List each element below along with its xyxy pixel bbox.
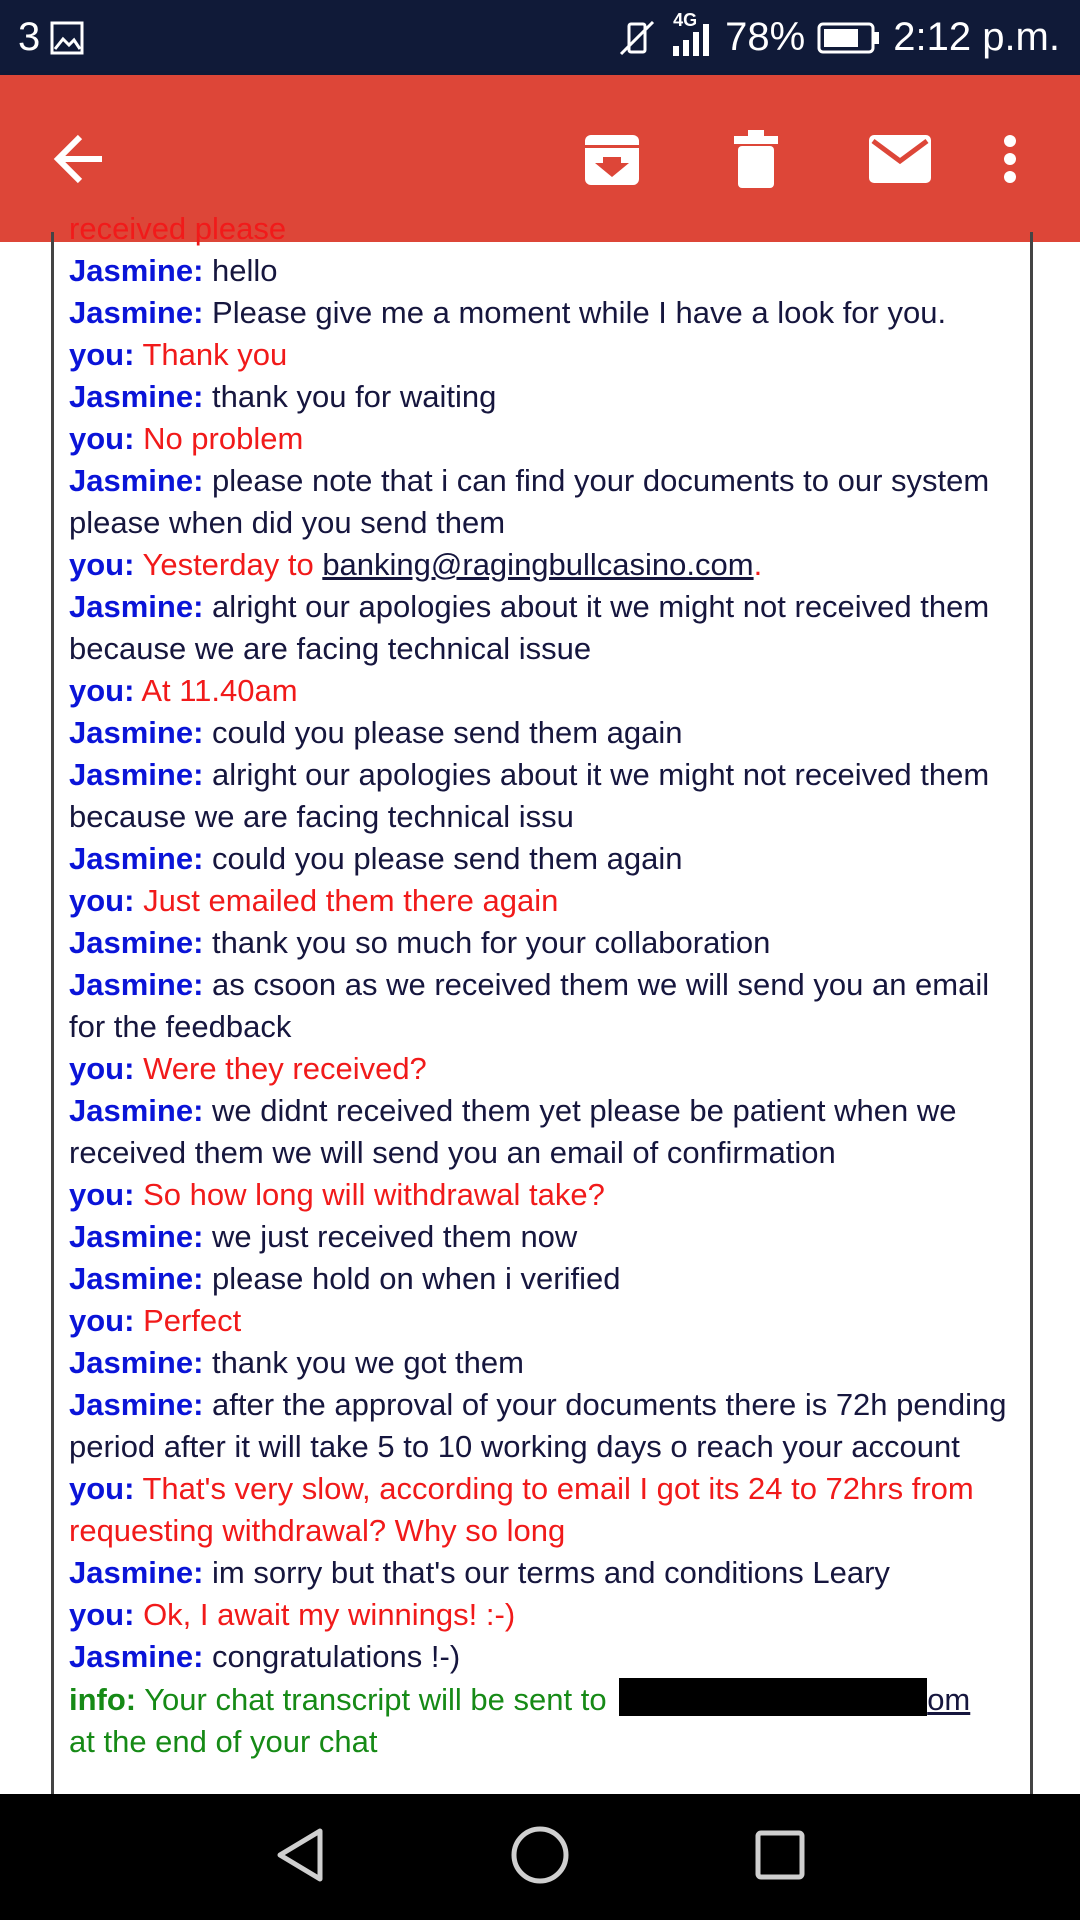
- message-sender: Jasmine:: [69, 1345, 204, 1380]
- nav-back-button[interactable]: [260, 1794, 340, 1920]
- message-text: Thank you: [142, 337, 288, 372]
- gallery-notification-icon: [50, 21, 84, 55]
- message-text: Were they received?: [143, 1051, 427, 1086]
- message-sender: Jasmine:: [69, 1093, 204, 1128]
- message-sender: Jasmine:: [69, 841, 204, 876]
- message-sender: Jasmine:: [69, 589, 204, 624]
- message-sender: you:: [69, 1303, 135, 1338]
- message-sender: Jasmine:: [69, 253, 204, 288]
- agent-message: [69, 754, 1009, 838]
- message-sender: Jasmine:: [69, 715, 204, 750]
- message-sender: you:: [69, 883, 135, 918]
- message-text: could you please send them again: [212, 841, 683, 876]
- email-body[interactable]: [0, 211, 1080, 1794]
- agent-message: [69, 292, 1009, 334]
- clock: 2:12 p.m.: [893, 15, 1060, 59]
- message-text: could you please send them again: [212, 715, 683, 750]
- archive-icon: [583, 131, 641, 187]
- agent-message: [69, 838, 1009, 880]
- message-text-continued: at the end of your chat: [69, 1724, 378, 1759]
- message-sender: you:: [69, 337, 135, 372]
- message-sender: Jasmine:: [69, 1387, 204, 1422]
- message-text: after the approval of your documents there is 72h pending period after it will take 5 to 10 working days o reach your account: [69, 1387, 1007, 1464]
- message-sender: Jasmine:: [69, 295, 204, 330]
- mail-icon: [869, 135, 931, 183]
- message-text: Please give me a moment while I have a look for you.: [212, 295, 947, 330]
- user-message: [69, 1174, 1009, 1216]
- message-text: So how long will withdrawal take?: [143, 1177, 605, 1212]
- trash-icon: [734, 130, 778, 188]
- home-circle-icon: [510, 1825, 570, 1890]
- more-vert-icon: [1003, 134, 1017, 184]
- agent-message: [69, 922, 1009, 964]
- message-sender: you:: [69, 1471, 135, 1506]
- message-sender: you:: [69, 421, 135, 456]
- status-right: [617, 0, 1060, 75]
- network-type: 4G: [673, 9, 698, 30]
- agent-message: [69, 1216, 1009, 1258]
- email-link[interactable]: banking@ragingbullcasino.com: [322, 547, 754, 582]
- agent-message: [69, 712, 1009, 754]
- message-sender: Jasmine:: [69, 967, 204, 1002]
- message-text: thank you for waiting: [212, 379, 497, 414]
- battery-icon: [817, 21, 881, 55]
- message-text: At 11.40am: [141, 673, 298, 708]
- message-text: thank you we got them: [212, 1345, 524, 1380]
- redacted-block: [619, 1678, 927, 1716]
- user-message: [69, 1594, 1009, 1636]
- message-text: Just emailed them there again: [143, 883, 559, 918]
- message-text: No problem: [143, 421, 304, 456]
- message-text: That's very slow, according to email I got its 24 to 72hrs from requesting withdrawal? Why so long: [69, 1471, 974, 1548]
- user-message: [69, 880, 1009, 922]
- message-sender: Jasmine:: [69, 379, 204, 414]
- notification-count: 3: [18, 15, 41, 59]
- message-sender: Jasmine:: [69, 1639, 204, 1674]
- message-sender: Jasmine:: [69, 925, 204, 960]
- message-sender: you:: [69, 547, 135, 582]
- message-sender: Jasmine:: [69, 463, 204, 498]
- back-arrow-icon: [52, 131, 108, 187]
- message-sender: info:: [69, 1682, 137, 1717]
- user-message: [69, 1048, 1009, 1090]
- message-text: alright our apologies about it we might not received them because we are facing technical issu: [69, 757, 990, 834]
- status-bar: [0, 0, 1080, 75]
- user-message: [69, 1300, 1009, 1342]
- agent-message: [69, 250, 1009, 292]
- info-message: [69, 1678, 1009, 1763]
- user-message: [69, 334, 1009, 376]
- message-text: Your chat transcript will be sent to: [144, 1682, 616, 1717]
- status-left: [18, 0, 84, 75]
- message-text: please hold on when i verified: [212, 1261, 621, 1296]
- agent-message: [69, 1342, 1009, 1384]
- user-message: [69, 418, 1009, 460]
- agent-message: [69, 586, 1009, 670]
- message-sender: you:: [69, 1597, 135, 1632]
- chat-transcript: [69, 208, 1009, 1763]
- battery-percent: 78%: [725, 15, 806, 59]
- agent-message: [69, 1258, 1009, 1300]
- message-text: Perfect: [143, 1303, 242, 1338]
- message-text-suffix: .: [753, 547, 763, 582]
- agent-message: [69, 1552, 1009, 1594]
- agent-message: [69, 1636, 1009, 1678]
- user-message: [69, 1468, 1009, 1552]
- message-sender: Jasmine:: [69, 1555, 204, 1590]
- agent-message: [69, 460, 1009, 544]
- message-text: we just received them now: [212, 1219, 578, 1254]
- back-triangle-icon: [274, 1827, 326, 1888]
- recents-square-icon: [754, 1829, 806, 1886]
- message-text: hello: [212, 253, 278, 288]
- message-text: Yesterday to: [142, 547, 323, 582]
- message-sender: you:: [69, 1177, 135, 1212]
- signal-icon: [669, 9, 713, 58]
- agent-message: [69, 1384, 1009, 1468]
- message-sender: you:: [69, 673, 135, 708]
- message-text: we didnt received them yet please be patient when we received them we will send you an email of confirmation: [69, 1093, 957, 1170]
- nav-recents-button[interactable]: [740, 1794, 820, 1920]
- agent-message: [69, 1090, 1009, 1174]
- nav-home-button[interactable]: [500, 1794, 580, 1920]
- user-message: [69, 544, 1009, 586]
- message-sender: Jasmine:: [69, 757, 204, 792]
- message-sender: Jasmine:: [69, 1219, 204, 1254]
- email-link-tail[interactable]: om: [927, 1682, 971, 1717]
- message-text: as csoon as we received them we will send you an email for the feedback: [69, 967, 990, 1044]
- partial-line: received please: [69, 211, 287, 246]
- message-text: congratulations !-): [212, 1639, 461, 1674]
- message-sender: Jasmine:: [69, 1261, 204, 1296]
- message-text: please note that i can find your documents to our system please when did you send them: [69, 463, 990, 540]
- message-text: alright our apologies about it we might not received them because we are facing technical issue: [69, 589, 990, 666]
- user-message: [69, 670, 1009, 712]
- navigation-bar: [0, 1794, 1080, 1920]
- message-sender: you:: [69, 1051, 135, 1086]
- agent-message: [69, 964, 1009, 1048]
- vibrate-off-icon: [617, 18, 657, 58]
- message-text: Ok, I await my winnings! :-): [143, 1597, 516, 1632]
- message-text: im sorry but that's our terms and conditions Leary: [212, 1555, 890, 1590]
- message-text: thank you so much for your collaboration: [212, 925, 771, 960]
- agent-message: [69, 376, 1009, 418]
